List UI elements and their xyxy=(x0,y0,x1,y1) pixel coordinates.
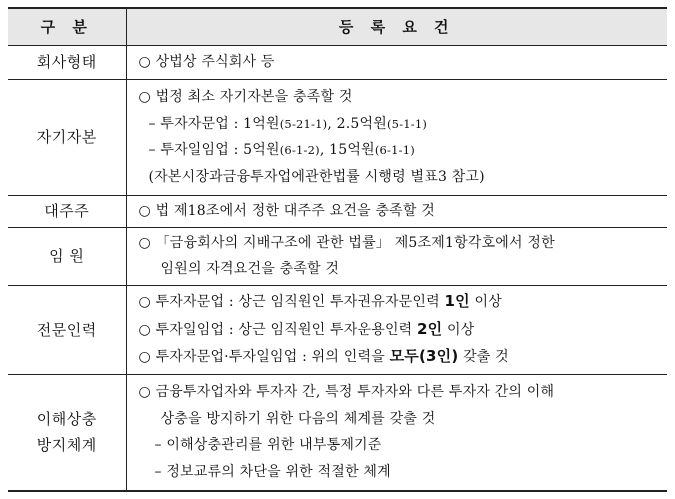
reference-code: (5-1-1) xyxy=(387,116,428,131)
reference-code: (6-1-2) xyxy=(279,143,320,157)
bold-count: 모두(3인) xyxy=(389,347,459,366)
text-span: 갖출 것 xyxy=(458,349,509,366)
category-cell: 자기자본 xyxy=(8,79,126,195)
reference-code: (5-21-1) xyxy=(279,116,328,131)
bold-count: 1인 xyxy=(444,292,470,311)
text-span: , 2.5억원 xyxy=(327,115,387,132)
text-span: 이상 xyxy=(469,294,502,311)
table-header-row xyxy=(8,8,667,45)
text-span: – 투자자문업 : 1억원 xyxy=(148,115,280,132)
text-span: , 15억원 xyxy=(319,142,375,158)
header-requirements: 등 록 요 건 xyxy=(126,8,667,45)
requirement-line xyxy=(139,316,668,344)
category-cell: 대주주 xyxy=(8,195,126,227)
text-span: ○ 투자자문업 : 상근 임직원인 투자권유자문인력 xyxy=(138,294,445,311)
table-row xyxy=(8,79,667,195)
text-span: ○ 투자일임업 : 상근 임직원인 투자운용인력 xyxy=(138,321,418,338)
requirement-cell xyxy=(126,374,667,491)
category-line: 방지체계 xyxy=(36,436,97,455)
requirement-subline xyxy=(139,111,668,138)
category-cell: 전문인력 xyxy=(8,285,126,374)
registration-requirements-table xyxy=(8,7,667,492)
requirement-note: (자본시장과금융투자업에관한법률 시행령 별표3 참고) xyxy=(148,168,485,185)
requirement-cell xyxy=(126,285,667,374)
table-row xyxy=(8,227,667,285)
table-row xyxy=(8,285,667,374)
category-line: 이해상충 xyxy=(36,410,97,429)
text-span: – 투자일임업 : 5억원 xyxy=(148,142,280,158)
reference-code: (6-1-1) xyxy=(374,143,415,157)
category-cell: 임 원 xyxy=(8,227,126,285)
requirement-subline xyxy=(139,137,668,164)
requirement-cell xyxy=(126,227,667,285)
requirement-line xyxy=(139,288,668,316)
text-span: ○ 투자자문업·투자일임업 : 위의 인력을 xyxy=(138,349,390,366)
requirement-line xyxy=(139,343,668,371)
text-span: 이상 xyxy=(442,321,475,338)
requirement-line: ○ 상법상 주식회사 등 xyxy=(138,53,275,70)
table-row xyxy=(8,374,667,491)
bold-count: 2인 xyxy=(417,319,443,338)
requirement-line: ○ 금융투자업자와 투자자 간, 특정 투자자와 다른 투자자 간의 이해 xyxy=(138,384,555,401)
requirement-line: ○ 「금융회사의 지배구조에 관한 법률」 제5조제1항각호에서 정한 xyxy=(138,234,555,251)
requirement-cell xyxy=(126,195,667,227)
table-row xyxy=(8,45,667,79)
category-cell: 회사형태 xyxy=(8,45,126,79)
requirement-line-continued: 상충을 방지하기 위한 다음의 체계를 갖출 것 xyxy=(160,410,436,427)
requirement-subline: – 이해상충관리를 위한 내부통제기준 xyxy=(154,437,382,454)
requirement-line: ○ 법 제18조에서 정한 대주주 요건을 충족할 것 xyxy=(138,202,435,219)
requirement-cell xyxy=(126,79,667,195)
requirement-line-continued: 임원의 자격요건을 충족할 것 xyxy=(160,261,340,277)
category-cell xyxy=(8,374,126,491)
table-row xyxy=(8,195,667,227)
requirement-line: ○ 법정 최소 자기자본을 충족할 것 xyxy=(138,89,353,105)
header-category: 구 분 xyxy=(8,8,126,45)
requirement-cell xyxy=(126,45,667,79)
requirement-subline: – 정보교류의 차단을 위한 적절한 체계 xyxy=(154,463,391,480)
